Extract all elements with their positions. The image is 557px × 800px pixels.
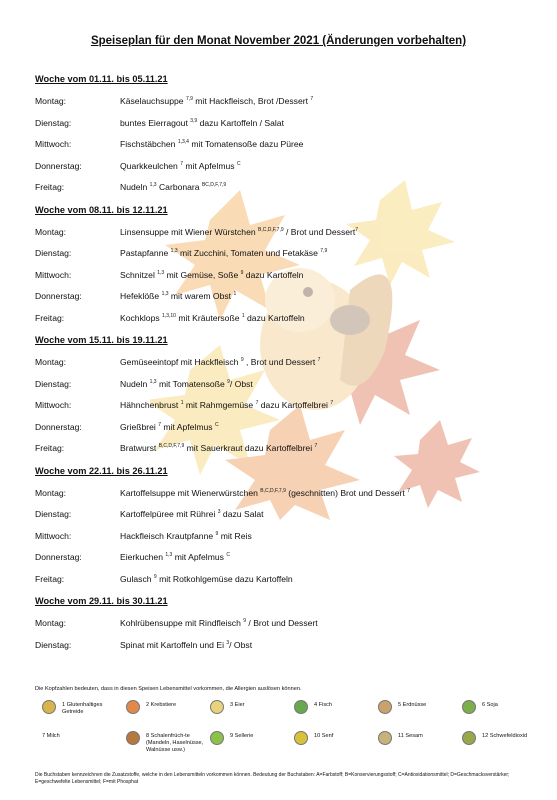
day-label: Dienstag: [35,117,72,128]
week-title: Woche vom 15.11. bis 19.11.21 [35,335,168,345]
day-label: Mittwoch: [35,269,72,280]
meal-text: Schnitzel $^{1,3}$ mit Gemüse, Soße $^9$ dazu Kartoffeln [120,269,304,280]
celery-icon [210,731,224,745]
day-label: Dienstag: [35,509,72,519]
legend-label: 12 Schwefeldioxid [482,733,528,739]
week-title: Woche vom 08.11. bis 12.11.21 [35,204,168,215]
week-title: Woche vom 01.11. bis 05.11.21 [35,74,168,84]
peanut-icon [378,700,392,714]
sesame-icon [378,731,392,745]
meal-text: buntes Eierragout $^{3,9}$ dazu Kartoffeln / Salat [120,117,284,128]
day-label: Montag: [35,487,67,498]
nut-icon [126,731,140,745]
meal-text: Quarkkeulchen $^7$ mit Apfelmus $^C$ [120,160,241,171]
grain-icon [42,700,56,714]
legend-intro: Die Kopfzahlen bedeuten, dass in diesen Speisen Lebensmittel vorkommen, die Allergien auslösen können. [35,686,302,692]
meal-row [35,488,550,500]
meal-text: Spinat mit Kartoffeln und Ei $^3$/ Obst [120,639,253,650]
day-label: Dienstag: [35,639,72,650]
meal-text: Gemüseeintopf mit Hackfleisch $^9$ , Brot und Dessert $^7$ [120,357,321,367]
meal-row [35,574,550,586]
day-label: Donnerstag: [35,291,82,301]
day-label: Donnerstag: [35,552,82,562]
meal-text: Gulasch $^9$ mit Rotkohlgemüse dazu Kartoffeln [120,573,293,584]
soy-icon [462,700,476,714]
legend-label: 9 Sellerie [230,733,254,739]
meal-text: Kartoffelpüree mit Rührei $^3$ dazu Salat [120,509,264,519]
meal-text: Bratwurst $^{B,C,D,F,7,9}$ mit Sauerkraut dazu Kartoffelbrei $^7$ [120,443,318,453]
meal-row [35,640,550,652]
day-label: Mittwoch: [35,530,72,541]
meal-row [35,270,550,282]
day-label: Mittwoch: [35,400,72,410]
meal-text: Hähnchenbrust $^1$ mit Rahmgemüse $^7$ dazu Kartoffelbrei $^7$ [120,400,334,410]
legend-label: 7 Milch [42,733,60,739]
week-title: Woche vom 22.11. bis 26.11.21 [35,465,168,476]
day-label: Montag: [35,96,67,106]
additives-footnote: Die Buchstaben kennzeichnen die Zusatzstoffe, welche in den Lebensmitteln vorkommen können. Bedeutung der Buchstaben: A=Farbstoff; B=Konservierungsstoff; C=Antioxidationsmittel; D=Geschmacksverstärker; E=geschwefelte Lebensmittel; F=mit Phosphat [35,772,510,785]
meal-row [35,96,550,108]
meal-text: Grießbrei $^7$ mit Apfelmus $^C$ [120,421,219,432]
legend-label: 6 Soja [482,702,498,708]
meal-row [35,227,550,239]
day-label: Donnerstag: [35,160,82,171]
day-label: Donnerstag: [35,421,82,432]
meal-row [35,291,550,303]
day-label: Freitag: [35,573,65,584]
day-label: Dienstag: [35,248,72,258]
meal-text: Kartoffelsuppe mit Wienerwürstchen $^{B,C,D,F,7,9}$ (geschnitten) Brot und Dessert $^7$ [120,487,410,498]
egg-icon [210,700,224,714]
meal-text: Pastapfanne $^{1,3}$ mit Zucchini, Tomaten und Fetakäse $^{7,9}$ [120,248,328,258]
meal-row [35,443,550,455]
day-label: Freitag: [35,443,65,453]
legend-label: 1 Glutenhaltiges Getreide [62,702,103,715]
meal-row [35,531,550,543]
meal-text: Linsensuppe mit Wiener Würstchen $^{B,C,D,F,7,9}$ / Brot und Dessert$^7$ [120,226,359,237]
legend-label: 2 Krebstiere [146,702,177,708]
meal-row [35,248,550,260]
meal-row [35,400,550,412]
meal-row [35,357,550,369]
meal-row [35,618,550,630]
legend-label: 5 Erdnüsse [398,702,427,708]
meal-text: Käselauchsuppe $^{7,9}$ mit Hackfleisch, Brot /Dessert $^7$ [120,96,314,106]
meal-text: Eierkuchen $^{1,3}$ mit Apfelmus $^C$ [120,552,230,562]
legend-label: 3 Eier [230,702,245,708]
crustacean-icon [126,700,140,714]
meal-text: Hefeklöße $^{1,3}$ mit warem Obst $^1$ [120,291,237,301]
meal-text: Kohlrübensuppe mit Rindfleisch $^9$ / Brot und Dessert [120,618,318,628]
day-label: Freitag: [35,182,65,192]
meal-text: Hackfleisch Krautpfanne $^9$ mit Reis [120,530,252,541]
meal-row [35,118,550,130]
day-label: Mittwoch: [35,139,72,149]
meal-row [35,422,550,434]
meal-text: Nudeln $^{1,3}$ Carbonara $^{BC,D,F,7,9}$ [120,182,227,192]
mustard-icon [294,731,308,745]
sulfite-icon [462,731,476,745]
day-label: Montag: [35,357,67,367]
legend-label: 4 Fisch [314,702,333,708]
fish-icon [294,700,308,714]
meal-row [35,182,550,194]
meal-row [35,509,550,521]
meal-row [35,552,550,564]
day-label: Dienstag: [35,378,72,389]
meal-row [35,139,550,151]
meal-row [35,313,550,325]
meal-row [35,161,550,173]
legend-label: 11 Sesam [398,733,423,739]
meal-text: Kochklops $^{1,3,10}$ mit Kräutersoße $^1$ dazu Kartoffeln [120,312,305,323]
meal-text: Fischstäbchen $^{1,3,4}$ mit Tomatensoße dazu Püree [120,139,304,149]
day-label: Freitag: [35,312,65,323]
page-title: Speiseplan für den Monat November 2021 (Änderungen vorbehalten) [90,35,467,47]
day-label: Montag: [35,618,67,628]
day-label: Montag: [35,226,67,237]
legend-label: 8 Schalenfrüch-te (Mandeln, Haselnüsse, Walnüsse usw.) [146,733,204,753]
legend-label: 10 Senf [314,733,334,739]
meal-row [35,379,550,391]
meal-text: Nudeln $^{1,3}$ mit Tomatensoße $^9$/ Obst [120,378,253,389]
week-title: Woche vom 29.11. bis 30.11.21 [35,596,168,606]
